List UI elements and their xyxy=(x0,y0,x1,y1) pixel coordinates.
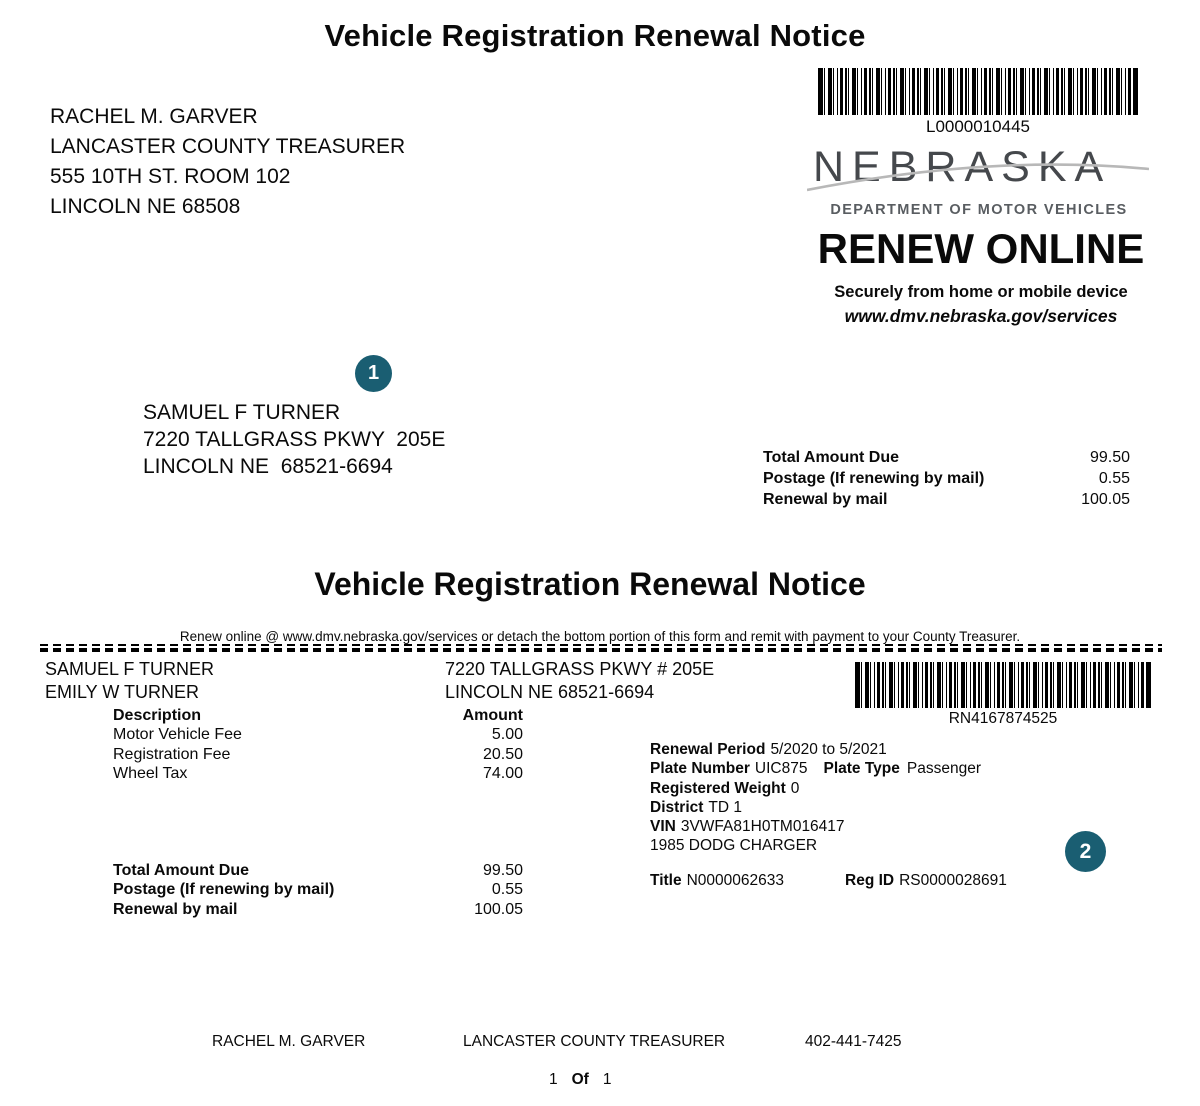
motor-vehicle-fee-label: Motor Vehicle Fee xyxy=(113,726,242,744)
plate-number-label: Plate Number xyxy=(650,760,750,778)
owner-1-name: SAMUEL F TURNER xyxy=(45,659,215,679)
detach-section-title: Vehicle Registration Renewal Notice xyxy=(314,566,866,602)
recipient-street: 7220 TALLGRASS PKWY 205E xyxy=(143,428,446,451)
table-row xyxy=(113,764,523,783)
treasurer-street: 555 10TH ST. ROOM 102 xyxy=(50,165,291,188)
renewal-by-mail-value: 100.05 xyxy=(474,900,523,918)
recipient-city: LINCOLN NE 68521-6694 xyxy=(143,455,393,478)
fee-amount-header: Amount xyxy=(462,707,523,724)
table-row xyxy=(113,745,523,764)
renew-online-subtext: Securely from home or mobile device xyxy=(834,283,1128,301)
treasurer-office: LANCASTER COUNTY TREASURER xyxy=(50,135,406,158)
page-current: 1 xyxy=(549,1071,558,1088)
barcode-icon xyxy=(818,68,1138,115)
renew-online-url: www.dmv.nebraska.gov/services xyxy=(844,306,1118,326)
renew-online-headline: RENEW ONLINE xyxy=(817,225,1145,272)
fee-totals xyxy=(113,861,523,919)
wheel-tax-label: Wheel Tax xyxy=(113,764,188,782)
registered-weight-row xyxy=(650,779,1130,798)
annotation-badge-1 xyxy=(355,355,392,392)
vehicle-details xyxy=(650,740,1130,890)
treasurer-address xyxy=(50,102,405,222)
owner-street: 7220 TALLGRASS PKWY # 205E xyxy=(445,659,715,679)
page-title: Vehicle Registration Renewal Notice xyxy=(324,18,866,53)
annotation-badge-1-number: 1 xyxy=(367,362,380,384)
reg-id-label: Reg ID xyxy=(845,871,895,889)
treasurer-city: LINCOLN NE 68508 xyxy=(50,195,241,218)
renewal-by-mail-label: Renewal by mail xyxy=(113,900,238,918)
total-amount-due-value: 99.50 xyxy=(482,862,523,879)
title-number-label: Title xyxy=(650,871,682,889)
page-of-label: Of xyxy=(571,1071,589,1088)
renewal-by-mail-value: 100.05 xyxy=(1081,491,1130,508)
logo-wordmark: NEBRASKA xyxy=(813,143,1112,191)
logo-swoosh-icon xyxy=(807,142,1149,202)
wheel-tax-value: 74.00 xyxy=(482,764,523,782)
district-label: District xyxy=(650,798,704,816)
plate-type-label: Plate Type xyxy=(823,760,900,778)
detach-instruction: Renew online @ www.dmv.nebraska.gov/services or detach the bottom portion of this form and remit with payment to your County Treasurer. xyxy=(179,629,1021,644)
annotation-badge-2 xyxy=(1065,831,1106,872)
vin-value: 3VWFA81H0TM016417 xyxy=(680,818,845,836)
motor-vehicle-fee-value: 5.00 xyxy=(491,726,523,744)
plate-row xyxy=(650,759,1130,778)
totals-summary xyxy=(763,447,1130,510)
total-amount-due-row xyxy=(763,447,1130,468)
annotation-badge-2-number: 2 xyxy=(1079,839,1092,863)
detach-dashed-separator xyxy=(40,644,1162,652)
postage-value: 0.55 xyxy=(491,881,523,899)
renewal-period-row xyxy=(650,740,1130,759)
postage-label: Postage (If renewing by mail) xyxy=(113,881,335,899)
registered-weight-value: 0 xyxy=(790,779,800,797)
barcode-value: L0000010445 xyxy=(925,117,1030,136)
fee-table-header xyxy=(113,706,523,725)
renewal-period-value: 5/2020 to 5/2021 xyxy=(770,741,887,758)
total-amount-due-row xyxy=(113,861,523,880)
registered-weight-label: Registered Weight xyxy=(650,779,786,797)
renewal-period-label: Renewal Period xyxy=(650,741,766,758)
renewal-by-mail-row xyxy=(763,489,1130,510)
owner-2-name: EMILY W TURNER xyxy=(45,682,200,702)
owner-city: LINCOLN NE 68521-6694 xyxy=(445,682,655,702)
year-make-model: 1985 DODG CHARGER xyxy=(650,837,818,855)
total-amount-due-label: Total Amount Due xyxy=(763,449,899,466)
footer-phone: 402-441-7425 xyxy=(805,1033,902,1050)
title-number-value: N0000062633 xyxy=(686,871,784,889)
postage-value: 0.55 xyxy=(1098,470,1130,487)
total-amount-due-value: 99.50 xyxy=(1089,449,1130,466)
registration-fee-label: Registration Fee xyxy=(113,745,231,763)
renewal-barcode-value: RN4167874525 xyxy=(948,710,1058,727)
recipient-address xyxy=(143,399,445,480)
renewal-barcode-icon xyxy=(855,662,1151,708)
treasurer-name: RACHEL M. GARVER xyxy=(50,105,258,128)
vin-label: VIN xyxy=(650,818,676,836)
renewal-by-mail-label: Renewal by mail xyxy=(763,491,888,508)
district-row xyxy=(650,798,1130,817)
nebraska-dmv-logo xyxy=(813,142,1143,200)
plate-type-value: Passenger xyxy=(906,760,981,778)
postage-row xyxy=(113,880,523,899)
postage-label: Postage (If renewing by mail) xyxy=(763,470,985,487)
footer-treasurer-name: RACHEL M. GARVER xyxy=(212,1033,366,1050)
table-row xyxy=(113,725,523,744)
logo-department-label: DEPARTMENT OF MOTOR VEHICLES xyxy=(830,202,1128,218)
title-reg-row xyxy=(650,871,1130,890)
fee-description-header: Description xyxy=(113,707,202,724)
fee-table xyxy=(113,706,523,783)
registration-fee-value: 20.50 xyxy=(482,745,523,763)
owner-address xyxy=(445,658,714,704)
district-value: TD 1 xyxy=(708,798,742,816)
plate-number-value: UIC875 xyxy=(754,760,808,778)
page-total: 1 xyxy=(602,1071,612,1088)
renewal-by-mail-row xyxy=(113,900,523,919)
page-number xyxy=(549,1071,611,1089)
owner-names xyxy=(45,658,214,704)
reg-id-value: RS0000028691 xyxy=(899,871,1007,889)
vin-row xyxy=(650,817,1130,836)
postage-row xyxy=(763,468,1130,489)
total-amount-due-label: Total Amount Due xyxy=(113,862,249,879)
recipient-name: SAMUEL F TURNER xyxy=(143,401,341,424)
footer-treasurer-office: LANCASTER COUNTY TREASURER xyxy=(463,1033,726,1050)
